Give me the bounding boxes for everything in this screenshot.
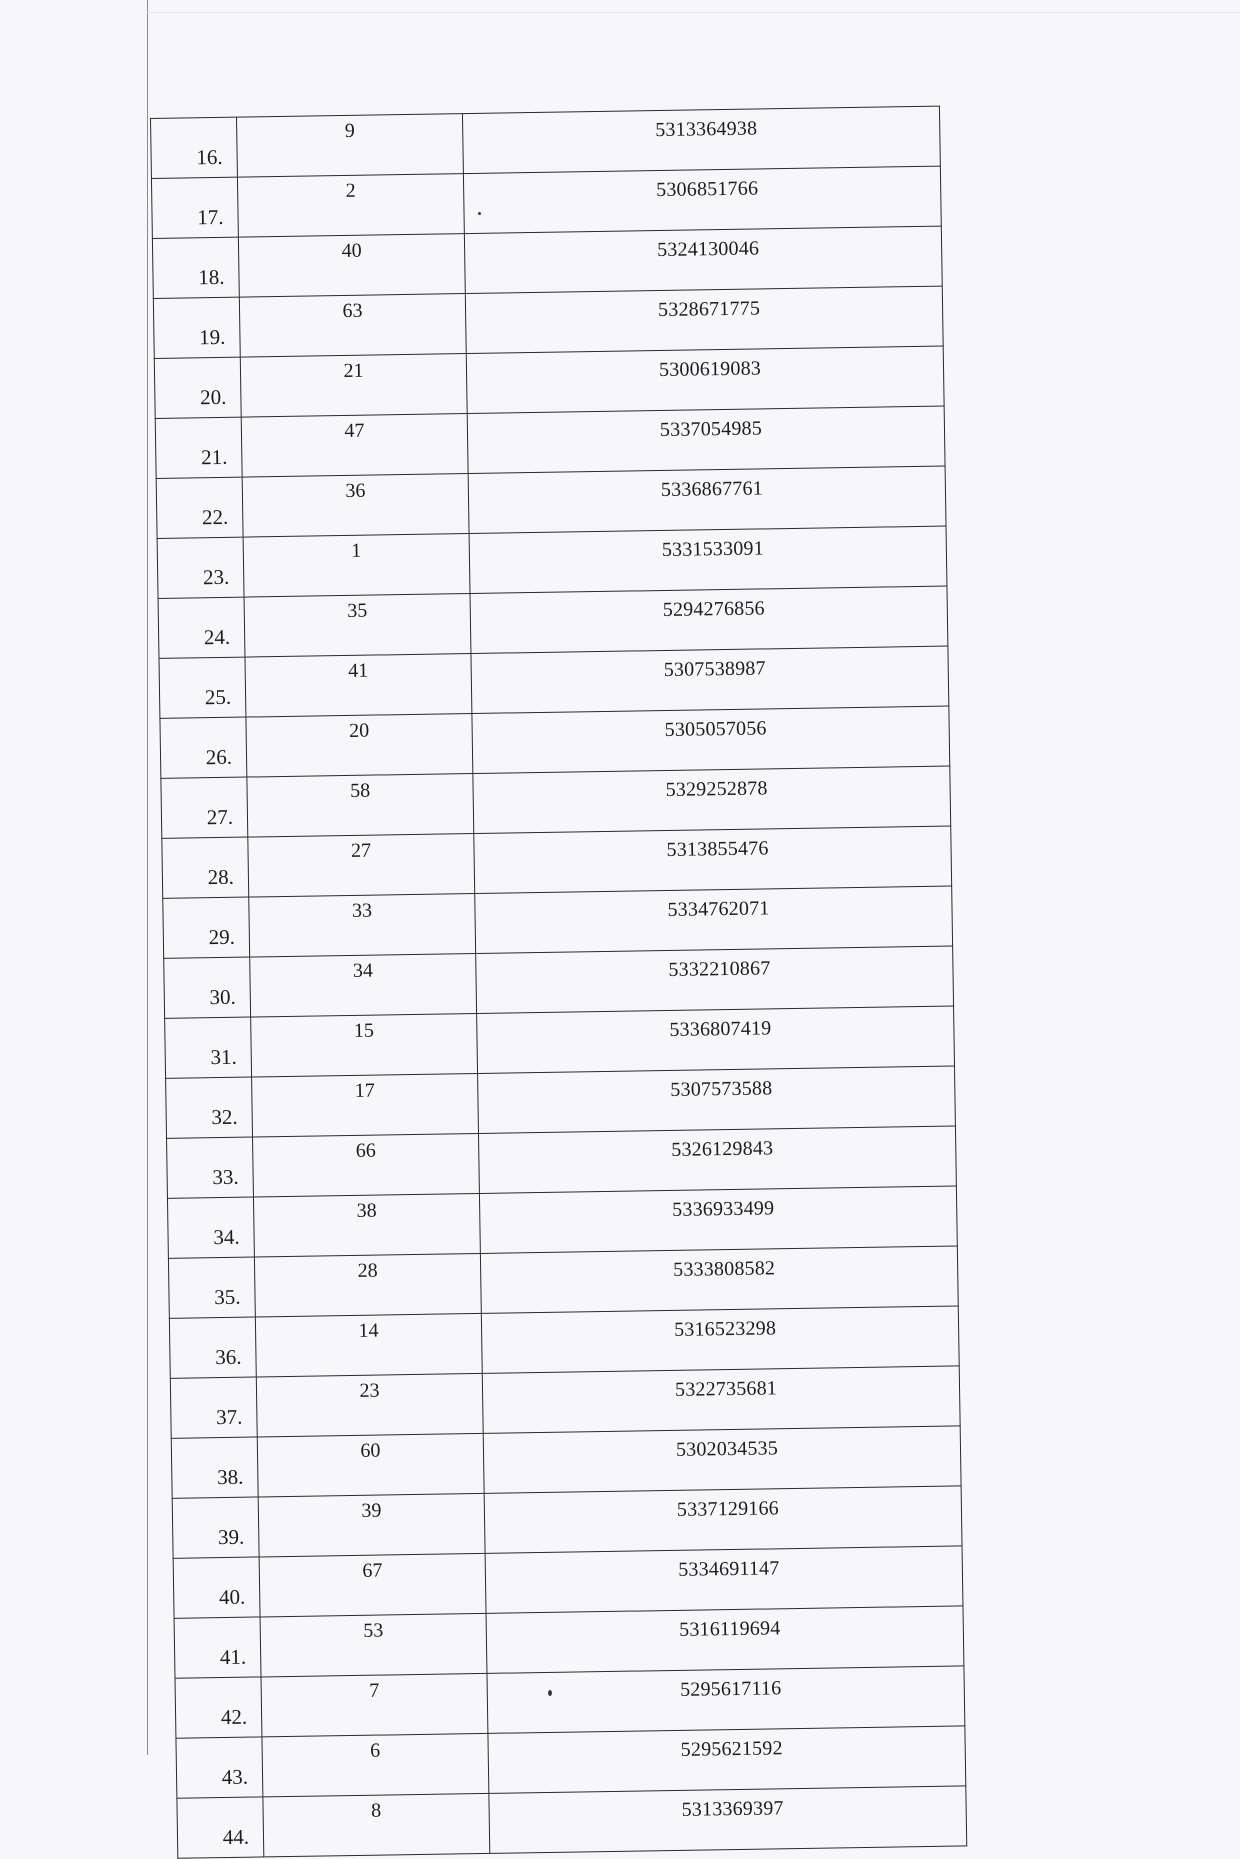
row-number-cell: 40 xyxy=(238,234,465,298)
scan-speck xyxy=(478,212,481,215)
row-number-cell: 41 xyxy=(245,654,472,718)
document-table xyxy=(150,106,967,1859)
row-number-cell: 14 xyxy=(255,1313,482,1377)
row-code-cell: 5336933499 xyxy=(479,1186,957,1253)
row-code-cell: 5295617116 xyxy=(487,1666,965,1733)
row-code-cell: 5331533091 xyxy=(469,526,947,593)
row-index-cell: 38. xyxy=(171,1437,258,1498)
row-number-cell: 2 xyxy=(237,174,464,238)
row-number-cell: 60 xyxy=(257,1433,484,1497)
row-code-cell: 5324130046 xyxy=(464,226,942,293)
row-index-cell: 29. xyxy=(163,897,250,958)
row-code-cell: 5337129166 xyxy=(484,1486,962,1553)
row-number-cell: 38 xyxy=(253,1193,480,1257)
row-number-cell: 1 xyxy=(243,534,470,598)
row-number-cell: 36 xyxy=(242,474,469,538)
row-index-cell: 28. xyxy=(162,837,249,898)
row-index-cell: 41. xyxy=(174,1617,261,1678)
row-code-cell: 5306851766 xyxy=(463,166,941,233)
row-number-cell: 39 xyxy=(258,1493,485,1557)
row-index-cell: 20. xyxy=(154,357,241,418)
row-number-cell: 58 xyxy=(247,774,474,838)
row-code-cell: 5302034535 xyxy=(483,1426,961,1493)
row-code-cell: 5313364938 xyxy=(462,106,940,173)
row-code-cell: 5332210867 xyxy=(476,946,954,1013)
row-code-cell: 5322735681 xyxy=(482,1366,960,1433)
row-code-cell: 5337054985 xyxy=(467,406,945,473)
row-number-cell: 67 xyxy=(259,1553,486,1617)
table-row xyxy=(177,1786,967,1858)
row-index-cell: 40. xyxy=(173,1557,260,1618)
row-code-cell: 5334762071 xyxy=(475,886,953,953)
row-code-cell: 5305057056 xyxy=(472,706,950,773)
row-number-cell: 63 xyxy=(239,294,466,358)
page-left-edge xyxy=(147,0,148,1755)
row-index-cell: 35. xyxy=(168,1257,255,1318)
row-number-cell: 66 xyxy=(253,1133,480,1197)
row-index-cell: 39. xyxy=(172,1497,259,1558)
row-number-cell: 28 xyxy=(254,1253,481,1317)
row-index-cell: 24. xyxy=(158,597,245,658)
row-code-cell: 5295621592 xyxy=(488,1726,966,1793)
row-index-cell: 44. xyxy=(177,1797,264,1858)
page-top-edge xyxy=(147,12,1240,13)
row-number-cell: 21 xyxy=(240,354,467,418)
row-number-cell: 47 xyxy=(241,414,468,478)
row-code-cell: 5328671775 xyxy=(465,286,943,353)
row-code-cell: 5336807419 xyxy=(477,1006,955,1073)
row-index-cell: 34. xyxy=(167,1197,254,1258)
row-number-cell: 15 xyxy=(251,1013,478,1077)
row-code-cell: 5300619083 xyxy=(466,346,944,413)
row-code-cell: 5294276856 xyxy=(470,586,948,653)
row-index-cell: 18. xyxy=(152,237,239,298)
row-number-cell: 20 xyxy=(246,714,473,778)
row-code-cell: 5333808582 xyxy=(480,1246,958,1313)
row-number-cell: 23 xyxy=(256,1373,483,1437)
row-index-cell: 30. xyxy=(164,957,251,1018)
row-number-cell: 17 xyxy=(252,1073,479,1137)
row-index-cell: 26. xyxy=(160,717,247,778)
row-number-cell: 34 xyxy=(250,953,477,1017)
row-index-cell: 16. xyxy=(151,117,238,178)
row-number-cell: 27 xyxy=(248,834,475,898)
row-code-cell: 5313855476 xyxy=(474,826,952,893)
row-code-cell: 5329252878 xyxy=(473,766,951,833)
row-index-cell: 37. xyxy=(170,1377,257,1438)
row-code-cell: 5336867761 xyxy=(468,466,946,533)
row-index-cell: 22. xyxy=(156,477,243,538)
row-index-cell: 33. xyxy=(167,1137,254,1198)
row-index-cell: 42. xyxy=(175,1677,262,1738)
row-index-cell: 31. xyxy=(165,1017,252,1078)
row-index-cell: 27. xyxy=(161,777,248,838)
row-index-cell: 21. xyxy=(155,417,242,478)
row-code-cell: 5313369397 xyxy=(489,1786,967,1853)
row-index-cell: 43. xyxy=(176,1737,263,1798)
row-index-cell: 32. xyxy=(166,1077,253,1138)
document-table-container xyxy=(150,106,967,1859)
row-number-cell: 7 xyxy=(261,1673,488,1737)
row-number-cell: 9 xyxy=(236,114,463,178)
table-body xyxy=(151,106,967,1858)
row-code-cell: 5307538987 xyxy=(471,646,949,713)
row-code-cell: 5316119694 xyxy=(486,1606,964,1673)
row-code-cell: 5326129843 xyxy=(478,1126,956,1193)
row-number-cell: 6 xyxy=(262,1733,489,1797)
row-number-cell: 33 xyxy=(249,893,476,957)
row-index-cell: 25. xyxy=(159,657,246,718)
row-number-cell: 53 xyxy=(260,1613,487,1677)
row-index-cell: 36. xyxy=(169,1317,256,1378)
row-code-cell: 5334691147 xyxy=(485,1546,963,1613)
scan-speck xyxy=(548,1690,552,1696)
row-number-cell: 35 xyxy=(244,594,471,658)
row-code-cell: 5307573588 xyxy=(478,1066,956,1133)
row-index-cell: 17. xyxy=(151,177,238,238)
row-code-cell: 5316523298 xyxy=(481,1306,959,1373)
row-number-cell: 8 xyxy=(263,1793,490,1857)
row-index-cell: 19. xyxy=(153,297,240,358)
row-index-cell: 23. xyxy=(157,537,244,598)
